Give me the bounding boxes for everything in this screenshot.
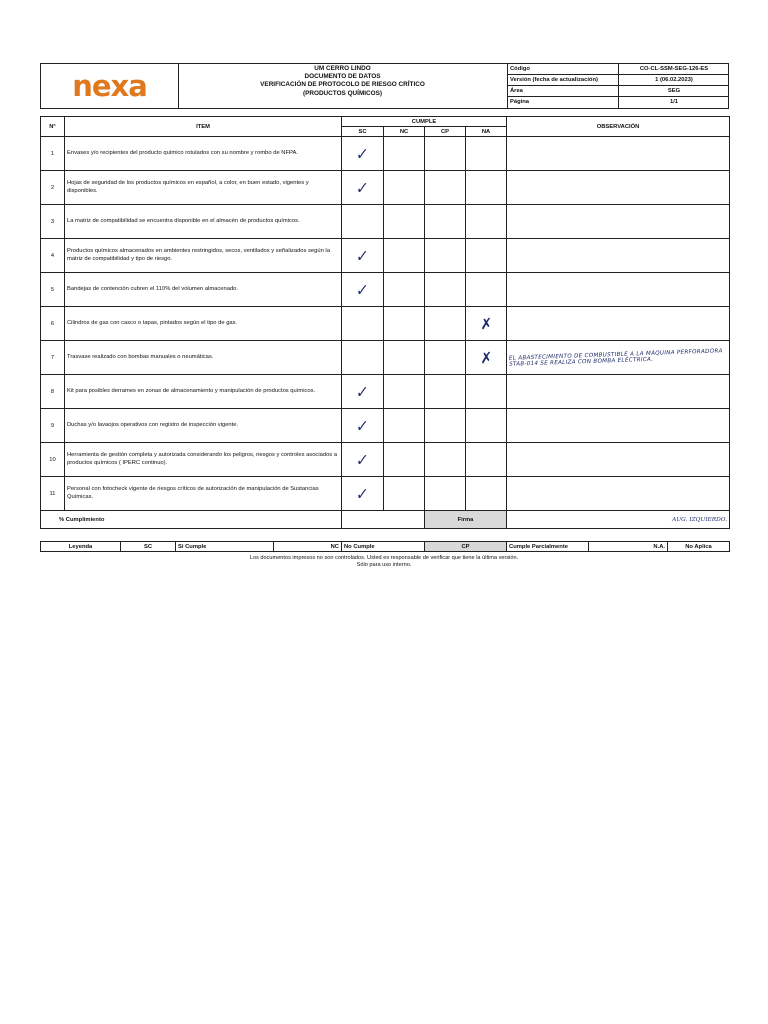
table-row (41, 409, 730, 443)
cumple-cell-cp (425, 205, 466, 239)
meta-value: 1/1 (618, 97, 729, 108)
row-item-text: Hojas de seguridad de los productos químicos en español, a color, en buen estado, vigentes y disponibles. (65, 171, 342, 205)
col-header-observacion: OBSERVACIÓN (507, 117, 730, 137)
table-row (41, 205, 730, 239)
nexa-logo: nexa (72, 69, 147, 103)
col-header-sc: SC (342, 127, 384, 137)
legend-code-cp: CP (425, 542, 507, 552)
meta-row-version (508, 75, 728, 86)
row-item-text: Personal con fotocheck vigente de riesgos críticos de autorización de manipulación de Sustancias Químicas. (65, 477, 342, 511)
cumplimiento-value (342, 511, 425, 529)
row-number: 6 (41, 307, 65, 341)
table-row (41, 443, 730, 477)
table-row (41, 137, 730, 171)
cumple-cell-nc (384, 137, 425, 171)
row-number: 3 (41, 205, 65, 239)
cumple-cell-na (466, 171, 507, 205)
table-row (41, 341, 730, 375)
firma-signature: AUG. IZQUIERDO. (507, 511, 730, 529)
cumplimiento-label: % Cumplimiento (41, 511, 342, 529)
check-mark-icon: ✓ (355, 177, 370, 198)
cumple-cell-nc (384, 375, 425, 409)
cumple-cell-sc (342, 171, 384, 205)
row-number: 1 (41, 137, 65, 171)
meta-value: CO-CL-SSM-SEG-126-ES (618, 64, 729, 75)
row-observation (507, 171, 730, 205)
row-number: 11 (41, 477, 65, 511)
cumple-cell-sc (342, 307, 384, 341)
cumple-cell-na (466, 307, 507, 341)
cumple-cell-sc (342, 341, 384, 375)
cumple-cell-nc (384, 341, 425, 375)
row-number: 10 (41, 443, 65, 477)
row-observation (507, 137, 730, 171)
cumple-cell-sc (342, 239, 384, 273)
row-observation (507, 239, 730, 273)
document-header (40, 63, 729, 109)
row-observation (507, 205, 730, 239)
table-row (41, 477, 730, 511)
cumple-cell-na (466, 205, 507, 239)
cumple-cell-sc (342, 137, 384, 171)
meta-row-pagina (508, 97, 728, 108)
row-observation (507, 341, 730, 375)
meta-key: Versión (fecha de actualización) (510, 77, 598, 83)
document-footer (0, 555, 768, 569)
meta-key: Código (510, 66, 530, 72)
document-title (178, 64, 508, 108)
cross-mark-icon: ✗ (478, 347, 494, 368)
footer-line-2: Sólo para uso interno. (356, 562, 412, 568)
cumple-cell-sc (342, 273, 384, 307)
cumple-cell-na (466, 341, 507, 375)
cumple-cell-sc (342, 409, 384, 443)
row-item-text: Kit para posibles derrames en zonas de almacenamiento y manipulación de productos químicos. (65, 375, 342, 409)
legend-meaning-cp: Cumple Parcialmente (507, 542, 589, 552)
cumple-cell-na (466, 137, 507, 171)
cumple-cell-cp (425, 239, 466, 273)
check-mark-icon: ✓ (355, 143, 370, 164)
cross-mark-icon: ✗ (478, 313, 494, 334)
document-meta (508, 64, 728, 108)
cumple-cell-nc (384, 239, 425, 273)
cumple-cell-cp (425, 375, 466, 409)
table-row (41, 273, 730, 307)
legend-table (40, 541, 730, 552)
row-number: 2 (41, 171, 65, 205)
cumple-cell-nc (384, 171, 425, 205)
check-mark-icon: ✓ (355, 245, 370, 266)
table-row (41, 239, 730, 273)
row-item-text: Bandejas de contención cubren el 110% del volumen almacenado. (65, 273, 342, 307)
title-line-4: (PRODUCTOS QUÍMICOS) (302, 89, 383, 97)
meta-value: SEG (618, 86, 729, 97)
cumple-cell-na (466, 477, 507, 511)
row-observation (507, 443, 730, 477)
legend-code-nc: NC (274, 542, 342, 552)
checklist-table (40, 116, 730, 529)
cumple-cell-sc (342, 375, 384, 409)
check-mark-icon: ✓ (355, 449, 370, 470)
table-row (41, 375, 730, 409)
row-item-text: Trasvase realizado con bombas manuales o neumáticas. (65, 341, 342, 375)
legend-code-na: N.A. (589, 542, 668, 552)
cumple-cell-cp (425, 341, 466, 375)
row-item-text: La matriz de compatibilidad se encuentra disponible en el almacén de productos químicos. (65, 205, 342, 239)
meta-key: Área (510, 88, 523, 94)
legend-meaning-nc: No Cumple (342, 542, 425, 552)
table-row (41, 307, 730, 341)
title-line-1: UM CERRO LINDO (314, 65, 371, 72)
cumple-cell-cp (425, 409, 466, 443)
row-item-text: Productos químicos almacenados en ambientes restringidos, secos, ventilados y señalizados según la matriz de compatibilidad y tipo de riesgo. (65, 239, 342, 273)
table-row (41, 171, 730, 205)
meta-key: Página (510, 99, 530, 105)
firma-label: Firma (425, 511, 507, 529)
cumple-cell-cp (425, 137, 466, 171)
logo-cell (41, 64, 179, 108)
legend-meaning-sc: Si Cumple (176, 542, 274, 552)
title-line-2: DOCUMENTO DE DATOS (304, 73, 381, 81)
title-line-3: VERIFICACIÓN DE PROTOCOLO DE RIESGO CRÍTICO (260, 81, 425, 89)
col-header-nc: NC (384, 127, 425, 137)
check-mark-icon: ✓ (355, 415, 370, 436)
col-header-na: NA (466, 127, 507, 137)
col-header-item: ITEM (65, 117, 342, 137)
legend-code-sc: SC (121, 542, 176, 552)
row-item-text: Herramienta de gestión completa y autorizada considerando los peligros, riesgos y controles asociados a productos químicos ( IPERC continuo). (65, 443, 342, 477)
meta-value: 1 (06.02.2023) (618, 75, 729, 86)
row-observation (507, 477, 730, 511)
legend-meaning-na: No Aplica (668, 542, 730, 552)
check-mark-icon: ✓ (355, 279, 370, 300)
row-observation (507, 375, 730, 409)
cumple-cell-cp (425, 307, 466, 341)
row-observation (507, 273, 730, 307)
row-item-text: Duchas y/o lavaojos operativos con registro de inspección vigente. (65, 409, 342, 443)
cumple-cell-cp (425, 273, 466, 307)
col-header-cp: CP (425, 127, 466, 137)
cumple-cell-nc (384, 409, 425, 443)
cumple-cell-cp (425, 171, 466, 205)
check-mark-icon: ✓ (355, 483, 370, 504)
handwritten-observation: EL ABASTECIMIENTO DE COMBUSTIBLE A LA MÁQUINA PERFORADORA STAB-014 SE REALIZA CON BOMBA ELÉCTRICA. (508, 347, 723, 368)
cumple-cell-nc (384, 273, 425, 307)
cumple-cell-sc (342, 443, 384, 477)
cumple-cell-na (466, 273, 507, 307)
cumple-cell-nc (384, 443, 425, 477)
cumple-cell-nc (384, 307, 425, 341)
row-item-text: Cilindros de gas con casco o tapas, pintados según el tipo de gas. (65, 307, 342, 341)
row-observation (507, 409, 730, 443)
row-number: 8 (41, 375, 65, 409)
row-number: 9 (41, 409, 65, 443)
check-mark-icon: ✓ (355, 381, 370, 402)
col-header-num: N° (41, 117, 65, 137)
cumple-cell-na (466, 239, 507, 273)
cumple-cell-nc (384, 205, 425, 239)
cumple-cell-na (466, 375, 507, 409)
legend-label: Leyenda (41, 542, 121, 552)
row-number: 4 (41, 239, 65, 273)
meta-row-area (508, 86, 728, 97)
footer-line-1: Los documentos impresos no son controlados. Usted es responsable de verificar que tiene la última versión. (249, 555, 519, 561)
row-item-text: Envases y/o recipientes del producto químico rotulados con su nombre y rombo de NFPA. (65, 137, 342, 171)
col-header-cumple: CUMPLE (342, 117, 507, 127)
cumple-cell-nc (384, 477, 425, 511)
cumple-cell-cp (425, 443, 466, 477)
row-number: 5 (41, 273, 65, 307)
cumple-cell-na (466, 409, 507, 443)
row-number: 7 (41, 341, 65, 375)
cumple-cell-sc (342, 205, 384, 239)
cumple-cell-na (466, 443, 507, 477)
row-observation (507, 307, 730, 341)
checklist-sheet (40, 63, 729, 553)
meta-row-codigo (508, 64, 728, 75)
cumple-cell-sc (342, 477, 384, 511)
cumple-cell-cp (425, 477, 466, 511)
